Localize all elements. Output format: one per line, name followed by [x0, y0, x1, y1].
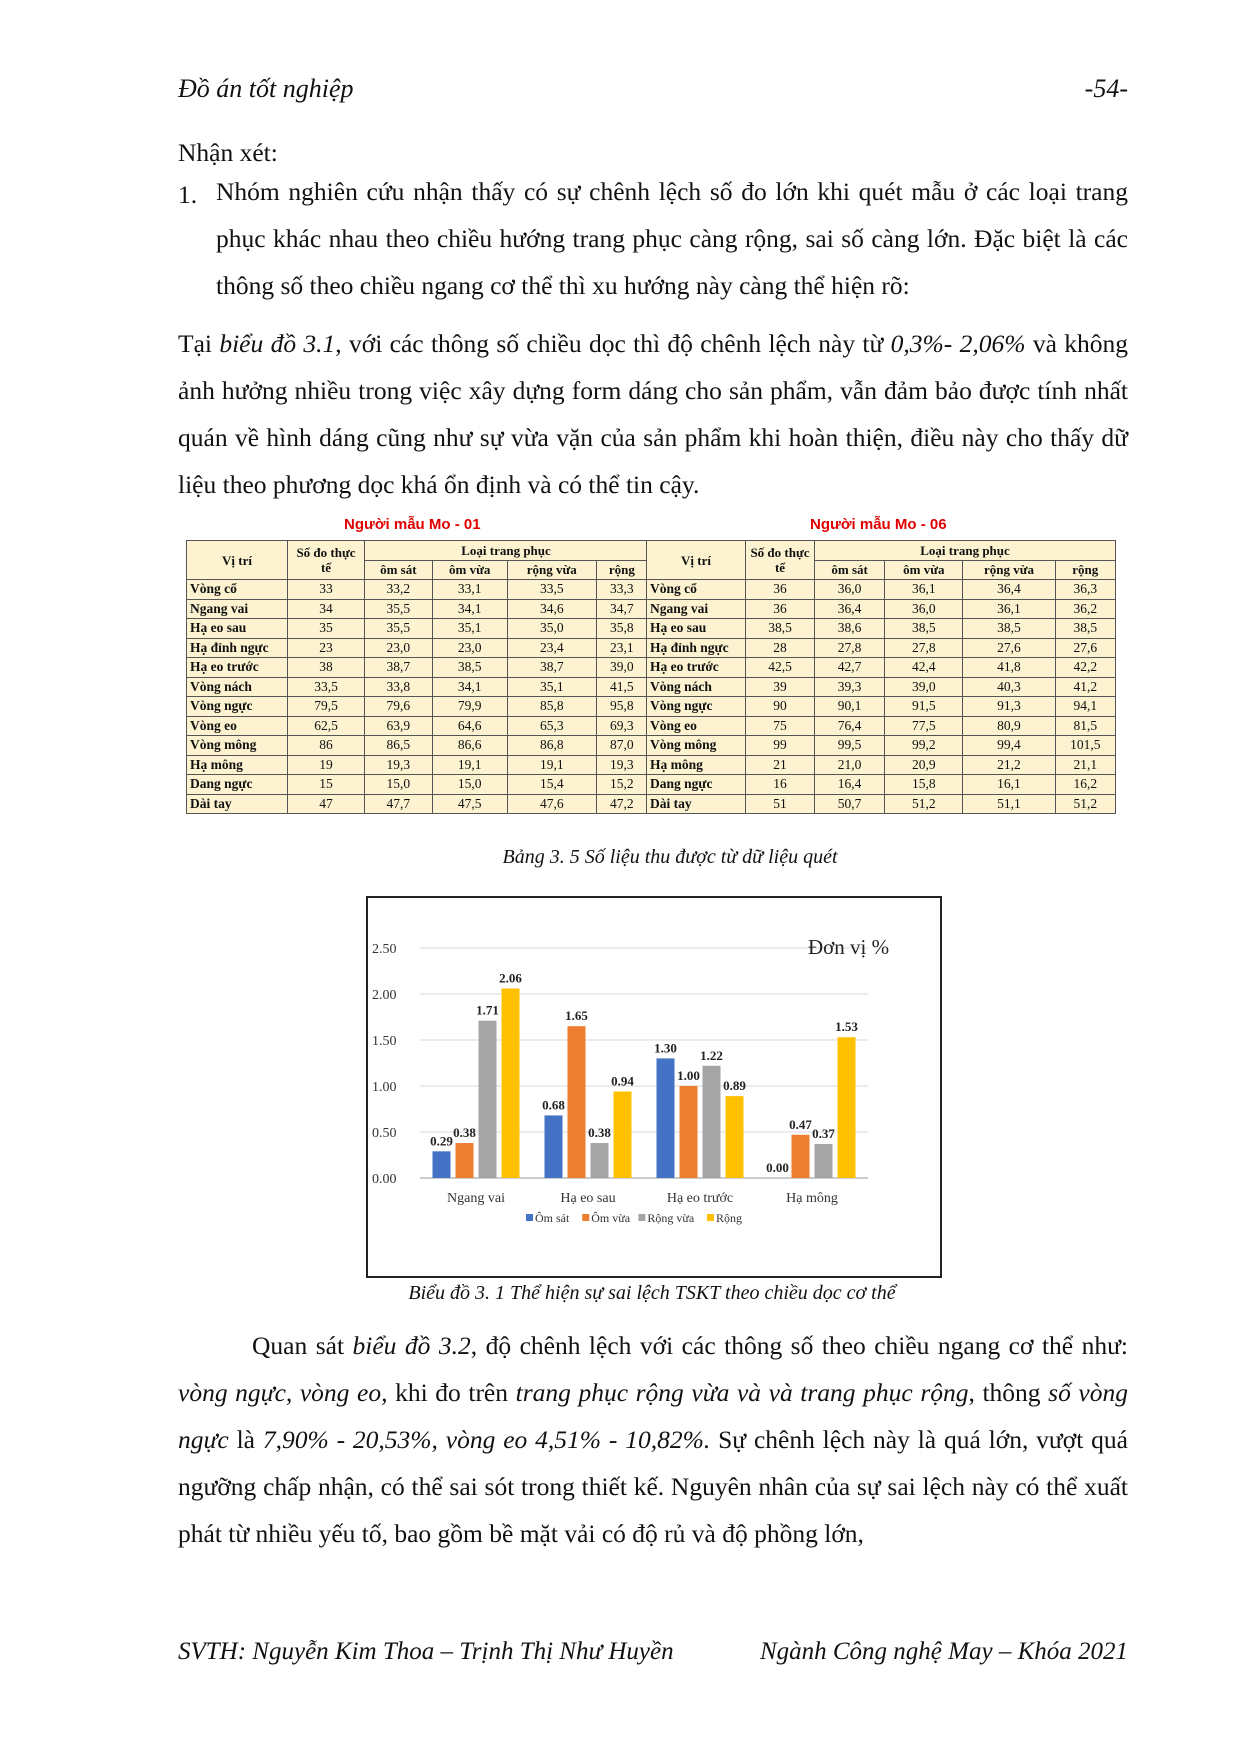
- list-item-text: Nhóm nghiên cứu nhận thấy có sự chênh lệch số đo lớn khi quét mẫu ở các loại trang phục khác nhau theo chiều hướng trang phục càng rộng, sai số càng lớn. Đặc biệt là các thông số theo chiều ngang cơ thể thì xu hướng này càng thể hiện rõ:: [216, 177, 1128, 300]
- x-tick-label: Hạ mông: [786, 1191, 838, 1206]
- table-cell: 47,5: [432, 794, 507, 814]
- table-cell: 80,9: [963, 716, 1055, 736]
- legend-label: Rộng: [716, 1211, 743, 1225]
- table-cell: 90: [746, 697, 815, 717]
- table-cell: 15,0: [432, 775, 507, 795]
- table-cell: 35: [288, 619, 365, 639]
- row-label: Vòng eo: [647, 716, 746, 736]
- table-cell: 36: [746, 599, 815, 619]
- col-position: Vị trí: [187, 541, 288, 580]
- table-cell: 42,4: [885, 658, 963, 678]
- list-number: 1.: [178, 180, 198, 209]
- row-label: Hạ đỉnh ngực: [187, 638, 288, 658]
- footer-authors: SVTH: Nguyễn Kim Thoa – Trịnh Thị Như Huyền: [178, 1638, 674, 1665]
- col-om-vua: ôm vừa: [885, 560, 963, 580]
- bar-chart: [366, 896, 942, 1278]
- table-row: [187, 716, 648, 736]
- table-cell: 39: [746, 677, 815, 697]
- table-row: [187, 755, 648, 775]
- col-actual: Số đo thực tế: [288, 541, 365, 580]
- table-cell: 99,2: [885, 736, 963, 756]
- bar: [433, 1151, 451, 1178]
- row-label: Dang ngực: [187, 775, 288, 795]
- table-cell: 15,2: [596, 775, 647, 795]
- table-cell: 35,8: [596, 619, 647, 639]
- header-title: Đồ án tốt nghiệp: [178, 74, 354, 103]
- data-label: 1.30: [654, 1040, 677, 1056]
- table-cell: 20,9: [885, 755, 963, 775]
- table-cell: 23,4: [507, 638, 596, 658]
- table-row: [187, 580, 648, 600]
- table-cell: 38,5: [746, 619, 815, 639]
- table-cell: 15,4: [507, 775, 596, 795]
- table-cell: 35,5: [365, 619, 433, 639]
- row-label: Dang ngực: [647, 775, 746, 795]
- table-cell: 76,4: [815, 716, 885, 736]
- row-label: Ngang vai: [647, 599, 746, 619]
- table-cell: 47,2: [596, 794, 647, 814]
- y-tick-label: 1.00: [372, 1080, 397, 1095]
- table-row: [647, 716, 1116, 736]
- table-row: [647, 794, 1116, 814]
- table-cell: 23,0: [432, 638, 507, 658]
- data-label: 0.68: [542, 1097, 565, 1113]
- row-label: Vòng nách: [187, 677, 288, 697]
- data-label: 0.47: [789, 1116, 812, 1132]
- table-cell: 39,3: [815, 677, 885, 697]
- table-cell: 50,7: [815, 794, 885, 814]
- table-cell: 101,5: [1055, 736, 1115, 756]
- data-label: 1.65: [565, 1008, 588, 1024]
- table-cell: 21,0: [815, 755, 885, 775]
- chart-caption: Biểu đồ 3. 1 Thể hiện sự sai lệch TSKT theo chiều dọc cơ thể: [408, 1282, 896, 1304]
- table-cell: 38: [288, 658, 365, 678]
- data-label: 0.89: [723, 1078, 746, 1094]
- table-cell: 38,5: [885, 619, 963, 639]
- table-row: [187, 736, 648, 756]
- row-label: Vòng mông: [187, 736, 288, 756]
- table-cell: 35,1: [507, 677, 596, 697]
- table-cell: 79,6: [365, 697, 433, 717]
- table-cell: 39,0: [596, 658, 647, 678]
- page-number: -54-: [1084, 74, 1128, 103]
- table-cell: 47,7: [365, 794, 433, 814]
- table-cell: 75: [746, 716, 815, 736]
- table-cell: 42,7: [815, 658, 885, 678]
- table-row: [187, 677, 648, 697]
- table-cell: 34,6: [507, 599, 596, 619]
- x-tick-label: Ngang vai: [447, 1191, 505, 1206]
- table-cell: 47,6: [507, 794, 596, 814]
- table-cell: 79,9: [432, 697, 507, 717]
- table-cell: 38,7: [365, 658, 433, 678]
- table-cell: 16: [746, 775, 815, 795]
- table-cell: 36,1: [885, 580, 963, 600]
- table-cell: 77,5: [885, 716, 963, 736]
- bar: [726, 1096, 744, 1178]
- table-cell: 86: [288, 736, 365, 756]
- row-label: Vòng cổ: [187, 580, 288, 600]
- table-cell: 86,8: [507, 736, 596, 756]
- bar: [568, 1026, 586, 1178]
- col-rong: rộng: [1055, 560, 1115, 580]
- table-cell: 64,6: [432, 716, 507, 736]
- bar: [680, 1086, 698, 1178]
- table-cell: 42,5: [746, 658, 815, 678]
- row-label: Hạ eo trước: [187, 658, 288, 678]
- table-cell: 33: [288, 580, 365, 600]
- table-cell: 34,1: [432, 677, 507, 697]
- table-cell: 16,1: [963, 775, 1055, 795]
- legend-swatch: [638, 1214, 645, 1221]
- footer-program: Ngành Công nghệ May – Khóa 2021: [759, 1638, 1128, 1665]
- table-cell: 16,2: [1055, 775, 1115, 795]
- data-label: 0.29: [430, 1133, 453, 1149]
- table-cell: 34,7: [596, 599, 647, 619]
- row-label: Dài tay: [647, 794, 746, 814]
- legend-swatch: [582, 1214, 589, 1221]
- data-label: 0.38: [588, 1125, 611, 1141]
- table-row: [647, 677, 1116, 697]
- table-cell: 33,5: [507, 580, 596, 600]
- table-cell: 51: [746, 794, 815, 814]
- table-cell: 19: [288, 755, 365, 775]
- data-label: 2.06: [499, 970, 522, 986]
- table-cell: 38,6: [815, 619, 885, 639]
- table-cell: 35,1: [432, 619, 507, 639]
- table-cell: 41,5: [596, 677, 647, 697]
- table-cell: 15: [288, 775, 365, 795]
- table-cell: 99: [746, 736, 815, 756]
- table-cell: 87,0: [596, 736, 647, 756]
- table-cell: 38,5: [1055, 619, 1115, 639]
- row-label: Hạ đỉnh ngực: [647, 638, 746, 658]
- row-label: Vòng ngực: [647, 697, 746, 717]
- table-cell: 35,0: [507, 619, 596, 639]
- row-label: Vòng mông: [647, 736, 746, 756]
- table-row: [187, 599, 648, 619]
- table-cell: 99,4: [963, 736, 1055, 756]
- row-label: Vòng cổ: [647, 580, 746, 600]
- data-label: 0.94: [611, 1073, 634, 1089]
- bar: [815, 1144, 833, 1178]
- table-row: [187, 794, 648, 814]
- table-cell: 36,4: [963, 580, 1055, 600]
- col-garment-type: Loại trang phục: [365, 541, 648, 561]
- y-tick-label: 2.50: [372, 942, 397, 957]
- data-label: 0.00: [766, 1160, 789, 1175]
- col-rong: rộng: [596, 560, 647, 580]
- table-cell: 27,6: [963, 638, 1055, 658]
- chart-unit-label: Đơn vị %: [808, 935, 890, 959]
- table-cell: 27,6: [1055, 638, 1115, 658]
- legend-label: Ôm sát: [535, 1211, 570, 1225]
- table-row: [647, 658, 1116, 678]
- table-cell: 34: [288, 599, 365, 619]
- col-om-vua: ôm vừa: [432, 560, 507, 580]
- x-tick-label: Hạ eo sau: [560, 1191, 616, 1206]
- col-rong-vua: rộng vừa: [963, 560, 1055, 580]
- bar: [502, 988, 520, 1178]
- table-cell: 36,4: [815, 599, 885, 619]
- table-cell: 94,1: [1055, 697, 1115, 717]
- table-cell: 42,2: [1055, 658, 1115, 678]
- table-caption: Bảng 3. 5 Số liệu thu được từ dữ liệu quét: [502, 846, 838, 868]
- table-cell: 27,8: [885, 638, 963, 658]
- table-row: [647, 619, 1116, 639]
- bar: [479, 1021, 497, 1178]
- row-label: Dài tay: [187, 794, 288, 814]
- data-label: 0.37: [812, 1125, 835, 1141]
- table-row: [187, 775, 648, 795]
- row-label: Hạ mông: [187, 755, 288, 775]
- table-cell: 51,1: [963, 794, 1055, 814]
- bar: [657, 1058, 675, 1178]
- data-label: 1.53: [835, 1019, 858, 1035]
- row-label: Vòng nách: [647, 677, 746, 697]
- table-cell: 33,2: [365, 580, 433, 600]
- table-cell: 36,3: [1055, 580, 1115, 600]
- table-cell: 36: [746, 580, 815, 600]
- table-cell: 36,0: [885, 599, 963, 619]
- table-cell: 36,1: [963, 599, 1055, 619]
- table-cell: 51,2: [885, 794, 963, 814]
- table-cell: 38,5: [963, 619, 1055, 639]
- y-tick-label: 0.00: [372, 1172, 397, 1187]
- x-tick-label: Hạ eo trước: [666, 1191, 734, 1206]
- table-cell: 86,6: [432, 736, 507, 756]
- col-actual: Số đo thực tế: [746, 541, 815, 580]
- remarks-heading: Nhận xét:: [178, 138, 278, 167]
- table-row: [647, 638, 1116, 658]
- table-title-mo06: Người mẫu Mo - 06: [810, 516, 947, 533]
- table-row: [647, 697, 1116, 717]
- chart-canvas: [368, 898, 940, 1276]
- bar: [591, 1143, 609, 1178]
- table-cell: 23,0: [365, 638, 433, 658]
- table-cell: 33,5: [288, 677, 365, 697]
- table-cell: 28: [746, 638, 815, 658]
- bar: [703, 1066, 721, 1178]
- col-garment-type: Loại trang phục: [815, 541, 1116, 561]
- table-cell: 40,3: [963, 677, 1055, 697]
- table-cell: 15,0: [365, 775, 433, 795]
- table-cell: 81,5: [1055, 716, 1115, 736]
- table-cell: 65,3: [507, 716, 596, 736]
- table-cell: 38,7: [507, 658, 596, 678]
- table-cell: 41,2: [1055, 677, 1115, 697]
- table-cell: 33,3: [596, 580, 647, 600]
- table-cell: 95,8: [596, 697, 647, 717]
- table-row: [187, 619, 648, 639]
- table-cell: 21,2: [963, 755, 1055, 775]
- data-label: 1.00: [677, 1068, 700, 1083]
- col-om-sat: ôm sát: [365, 560, 433, 580]
- table-cell: 62,5: [288, 716, 365, 736]
- data-label: 0.38: [453, 1125, 476, 1141]
- col-om-sat: ôm sát: [815, 560, 885, 580]
- table-cell: 63,9: [365, 716, 433, 736]
- table-cell: 23,1: [596, 638, 647, 658]
- y-tick-label: 0.50: [372, 1126, 397, 1141]
- row-label: Ngang vai: [187, 599, 288, 619]
- y-tick-label: 2.00: [372, 988, 397, 1003]
- table-cell: 21,1: [1055, 755, 1115, 775]
- measurement-table-mo06: [646, 540, 1116, 814]
- legend-label: Rộng vừa: [647, 1211, 695, 1225]
- table-cell: 16,4: [815, 775, 885, 795]
- row-label: Vòng ngực: [187, 697, 288, 717]
- table-cell: 86,5: [365, 736, 433, 756]
- table-row: [647, 580, 1116, 600]
- table-cell: 19,3: [596, 755, 647, 775]
- col-rong-vua: rộng vừa: [507, 560, 596, 580]
- row-label: Hạ eo trước: [647, 658, 746, 678]
- row-label: Hạ eo sau: [187, 619, 288, 639]
- table-cell: 47: [288, 794, 365, 814]
- table-title-mo01: Người mẫu Mo - 01: [344, 516, 481, 533]
- bar: [545, 1115, 563, 1178]
- paragraph-vertical-analysis: Tại biểu đồ 3.1, với các thông số chiều dọc thì độ chênh lệch này từ 0,3%- 2,06% và không ảnh hưởng nhiều trong việc xây dựng form dáng cho sản phẩm, vẫn đảm bảo được tính nhất quán về hình dáng cũng như sự vừa vặn của sản phẩm khi hoàn thiện, điều này cho thấy dữ liệu theo phương dọc khá ổn định và có thể tin cậy.: [178, 329, 1128, 499]
- table-cell: 33,8: [365, 677, 433, 697]
- table-row: [187, 658, 648, 678]
- col-position: Vị trí: [647, 541, 746, 580]
- table-cell: 21: [746, 755, 815, 775]
- table-cell: 91,3: [963, 697, 1055, 717]
- table-cell: 38,5: [432, 658, 507, 678]
- row-label: Vòng eo: [187, 716, 288, 736]
- table-cell: 36,0: [815, 580, 885, 600]
- table-cell: 27,8: [815, 638, 885, 658]
- bar: [456, 1143, 474, 1178]
- table-cell: 19,1: [507, 755, 596, 775]
- table-row: [647, 755, 1116, 775]
- table-cell: 91,5: [885, 697, 963, 717]
- table-cell: 15,8: [885, 775, 963, 795]
- table-row: [647, 775, 1116, 795]
- table-cell: 99,5: [815, 736, 885, 756]
- table-row: [187, 697, 648, 717]
- row-label: Hạ eo sau: [647, 619, 746, 639]
- table-cell: 34,1: [432, 599, 507, 619]
- table-row: [647, 736, 1116, 756]
- table-cell: 41,8: [963, 658, 1055, 678]
- table-cell: 33,1: [432, 580, 507, 600]
- data-label: 1.22: [700, 1047, 723, 1063]
- table-row: [187, 638, 648, 658]
- table-cell: 51,2: [1055, 794, 1115, 814]
- legend-swatch: [526, 1214, 533, 1221]
- table-cell: 19,3: [365, 755, 433, 775]
- table-row: [647, 599, 1116, 619]
- table-cell: 23: [288, 638, 365, 658]
- table-cell: 79,5: [288, 697, 365, 717]
- bar: [614, 1092, 632, 1178]
- table-cell: 69,3: [596, 716, 647, 736]
- legend-swatch: [707, 1214, 714, 1221]
- paragraph-horizontal-analysis: Quan sát biểu đồ 3.2, độ chênh lệch với các thông số theo chiều ngang cơ thể như: vòng ngực, vòng eo, khi đo trên trang phục rộng vừa và và trang phục rộng, thông số vòng ngực là 7,90% - 20,53%, vòng eo 4,51% - 10,82%. Sự chênh lệch này là quá lớn, vượt quá ngưỡng chấp nhận, có thể sai sót trong thiết kế. Nguyên nhân của sự sai lệch này có thể xuất phát từ nhiều yếu tố, bao gồm bề mặt vải có độ rủ và độ phồng lớn,: [178, 1331, 1128, 1548]
- bar: [838, 1037, 856, 1178]
- table-cell: 85,8: [507, 697, 596, 717]
- bar: [792, 1135, 810, 1178]
- table-cell: 39,0: [885, 677, 963, 697]
- row-label: Hạ mông: [647, 755, 746, 775]
- data-label: 1.71: [476, 1002, 499, 1018]
- table-cell: 90,1: [815, 697, 885, 717]
- legend-label: Ôm vừa: [591, 1211, 631, 1225]
- table-cell: 19,1: [432, 755, 507, 775]
- table-cell: 35,5: [365, 599, 433, 619]
- y-tick-label: 1.50: [372, 1034, 397, 1049]
- table-cell: 36,2: [1055, 599, 1115, 619]
- measurement-table-mo01: [186, 540, 648, 814]
